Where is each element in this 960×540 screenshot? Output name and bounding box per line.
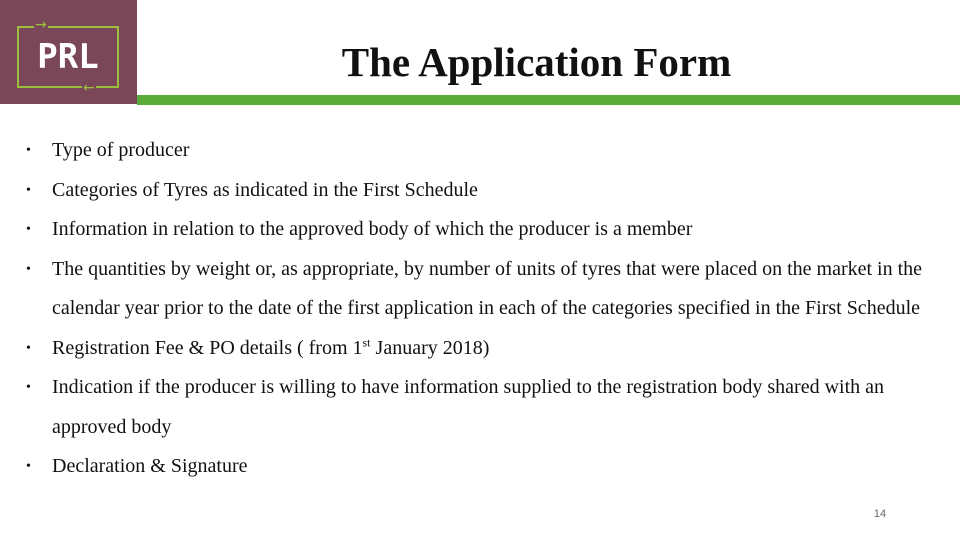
bullet-item [26, 368, 946, 447]
logo-text: PRL [37, 37, 99, 77]
slide-title: The Application Form [341, 39, 732, 85]
arrow-left-icon: ← [83, 80, 95, 96]
bullet-icon: • [26, 459, 31, 474]
bullet-item [26, 329, 946, 369]
bullet-icon: • [26, 380, 31, 395]
bullet-text-start: Registration Fee & PO details ( from 1 [52, 336, 363, 359]
bullet-icon: • [26, 340, 31, 356]
logo [0, 0, 137, 104]
bullet-text: Information in relation to the approved body of which the producer is a member [52, 218, 693, 240]
bullet-item [26, 171, 946, 211]
bullet-text: Type of producer [52, 139, 190, 161]
bullet-item [26, 250, 946, 329]
logo-frame [17, 26, 119, 88]
bullet-text-superscript: st [362, 334, 371, 349]
bullet-text: Categories of Tyres as indicated in the First Schedule [52, 178, 478, 201]
bullet-text: Declaration & Signature [52, 455, 248, 477]
bullet-list [26, 131, 946, 487]
bullet-icon: • [26, 261, 31, 277]
title-underline-bar [137, 95, 960, 105]
bullet-icon: • [26, 143, 31, 158]
bullet-item [26, 447, 946, 487]
bullet-item [26, 131, 946, 171]
bullet-text: The quantities by weight or, as appropriate, by number of units of tyres that were placed on the market in the calendar year prior to the date of the first application in each of the categories specified in the First Schedule [52, 257, 923, 319]
bullet-icon: • [26, 182, 31, 198]
bullet-item [26, 210, 946, 250]
bullet-text-end: January 2018) [370, 336, 490, 359]
bullet-text: Indication if the producer is willing to have information supplied to the registration body shared with an approved body [52, 376, 885, 438]
page-number: 14 [873, 508, 887, 520]
bullet-icon: • [26, 222, 31, 237]
arrow-right-icon: → [35, 17, 47, 33]
